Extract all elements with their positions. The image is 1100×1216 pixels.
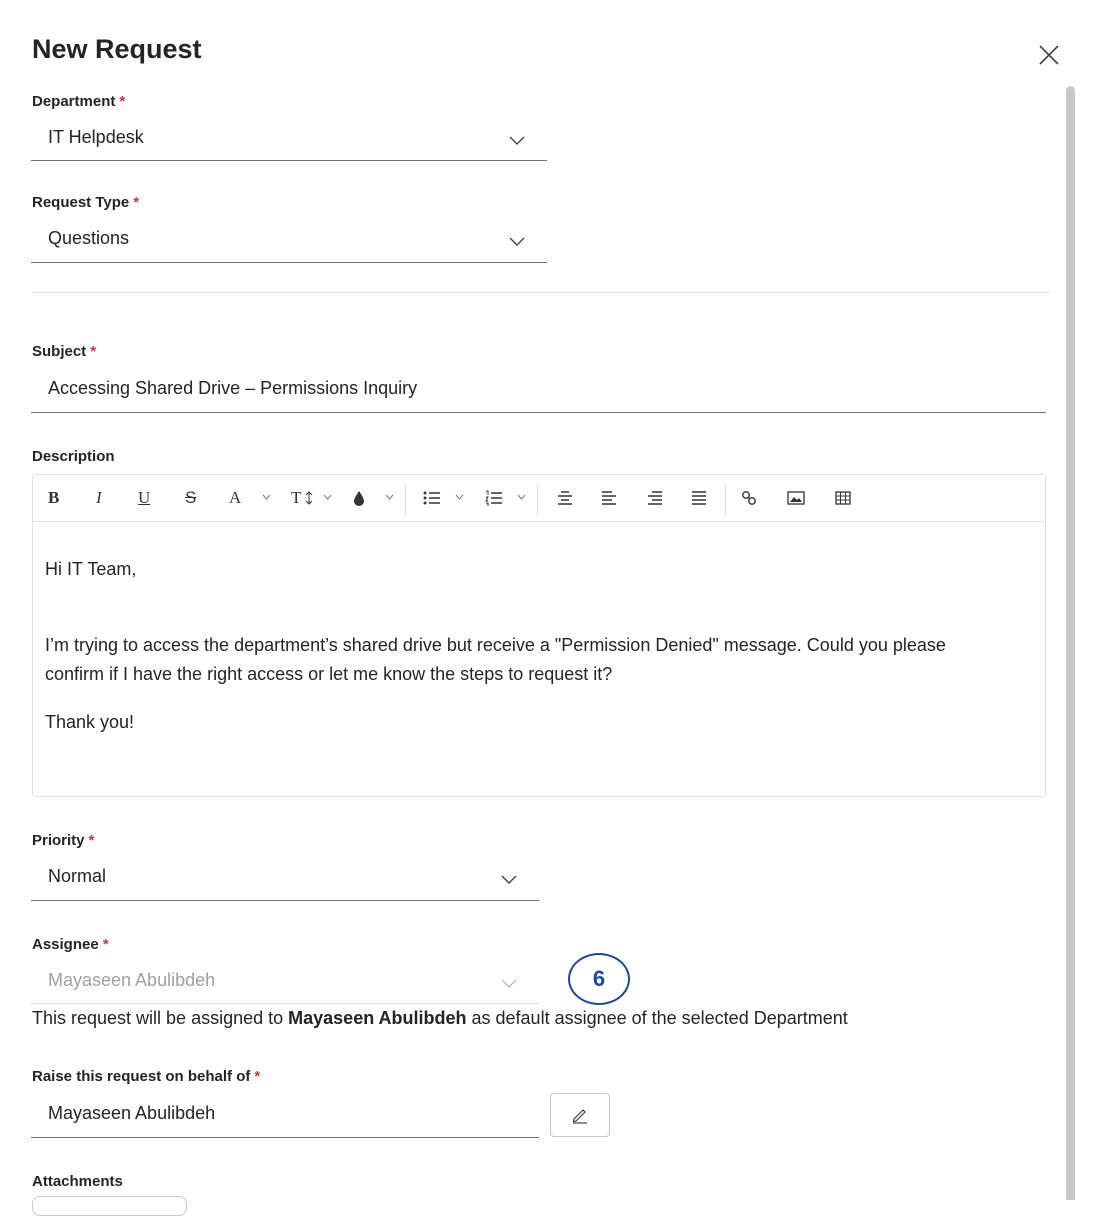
align-center-icon[interactable] [557,491,573,505]
assignee-helper-text: This request will be assigned to Mayaseen Abulibdeh as default assignee of the selected Department [32,1008,848,1028]
subject-label: Subject * [32,343,97,360]
bullet-list-icon[interactable] [423,491,441,505]
justify-icon[interactable] [691,491,707,505]
department-label: Department * [32,93,126,110]
table-icon[interactable] [835,491,851,505]
chevron-down-icon[interactable] [323,494,332,500]
priority-dropdown[interactable] [31,860,539,901]
pencil-icon [571,1106,589,1124]
section-divider [32,292,1050,293]
align-left-icon[interactable] [601,491,617,505]
description-greeting: Hi IT Team, [45,559,137,579]
step-badge: 6 [568,953,630,1005]
italic-icon[interactable]: I [96,488,102,507]
scrollbar[interactable] [1066,86,1075,1200]
attachments-label: Attachments [32,1173,123,1190]
link-icon[interactable] [741,490,757,506]
assignee-value: Mayaseen Abulibdeh [48,970,216,990]
subject-input[interactable] [31,372,1046,413]
close-button[interactable] [1036,42,1062,68]
dialog-title: New Request [32,34,202,64]
department-value: IT Helpdesk [48,127,144,147]
subject-value: Accessing Shared Drive – Permissions Inquiry [48,378,418,398]
chevron-down-icon[interactable] [385,494,394,500]
request-type-value: Questions [48,228,130,248]
font-color-icon[interactable]: A [229,488,242,507]
description-label: Description [32,448,115,465]
assignee-label: Assignee * [32,936,109,953]
on-behalf-value: Mayaseen Abulibdeh [48,1103,216,1123]
edit-on-behalf-button[interactable] [550,1093,610,1137]
align-right-icon[interactable] [647,491,663,505]
toolbar-separator [725,483,726,515]
description-editor[interactable] [32,474,1046,797]
assignee-dropdown [31,964,539,1004]
chevron-down-icon [509,237,525,247]
chevron-down-icon[interactable] [517,494,526,500]
toolbar-separator [537,483,538,515]
font-size-icon[interactable]: T [291,488,302,507]
description-closing: Thank you! [45,712,135,732]
bold-icon[interactable]: B [48,488,60,507]
font-size-arrows-icon [305,491,313,505]
strikethrough-icon[interactable]: S [185,488,197,507]
image-icon[interactable] [787,491,805,505]
highlight-icon[interactable] [353,490,365,506]
editor-toolbar [33,475,1045,522]
description-paragraph-line1: I’m trying to access the department’s shared drive but receive a "Permission Denied" message. Could you please [45,635,946,655]
numbered-list-icon[interactable] [485,490,503,506]
department-dropdown[interactable] [31,121,547,161]
attachments-button[interactable] [32,1196,187,1216]
chevron-down-icon[interactable] [455,494,464,500]
on-behalf-label: Raise this request on behalf of * [32,1068,261,1085]
request-type-dropdown[interactable] [31,222,547,263]
toolbar-separator [405,483,406,515]
description-paragraph-line2: confirm if I have the right access or let me know the steps to request it? [45,664,613,684]
priority-label: Priority * [32,832,95,849]
request-type-label: Request Type * [32,194,140,211]
chevron-down-icon[interactable] [262,494,271,500]
chevron-down-icon [501,979,517,989]
chevron-down-icon [509,136,525,146]
chevron-down-icon [501,875,517,885]
assignee-helper-name: Mayaseen Abulibdeh [288,1008,467,1028]
close-icon [1036,42,1062,68]
underline-icon[interactable]: U [138,488,151,507]
on-behalf-input[interactable] [31,1097,539,1138]
priority-value: Normal [48,866,107,886]
